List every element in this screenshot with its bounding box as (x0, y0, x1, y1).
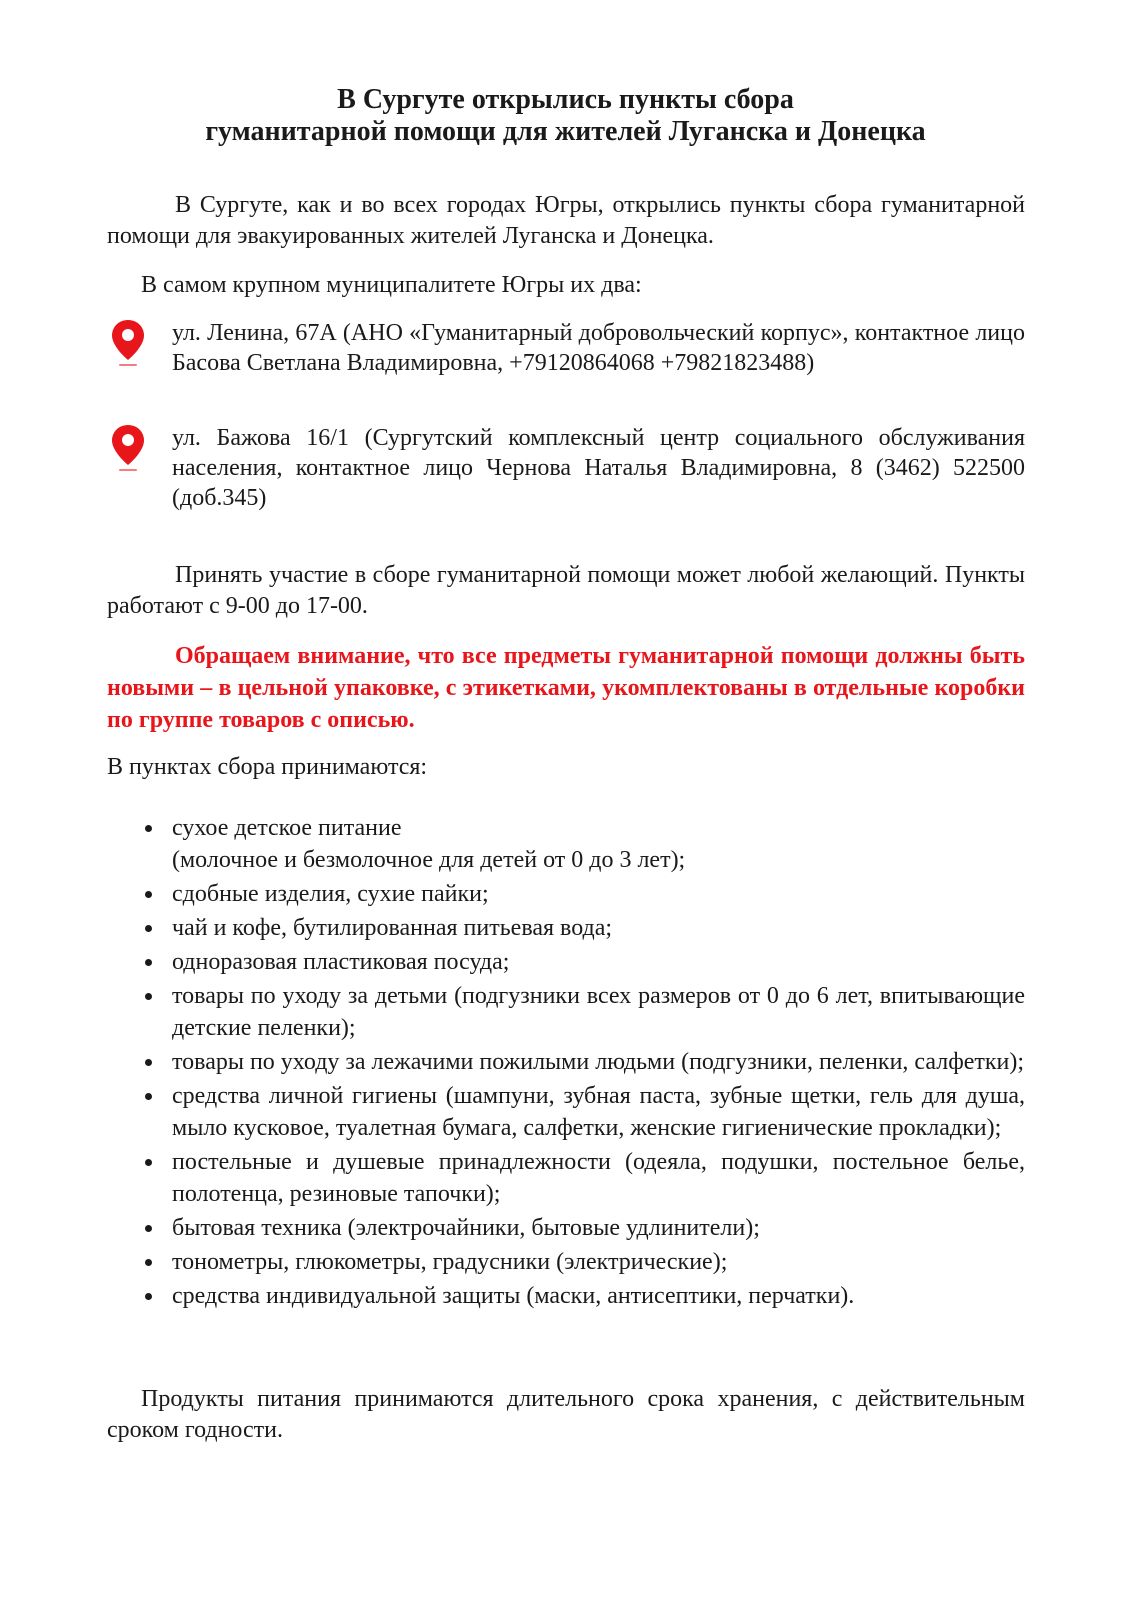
list-item (172, 812, 1025, 876)
location-pin-icon (110, 423, 146, 473)
list-item: постельные и душевые принадлежности (одеяла, подушки, постельное белье, полотенца, резиновые тапочки); (172, 1146, 1025, 1210)
list-item: сдобные изделия, сухие пайки; (172, 878, 1025, 910)
title-line-1: В Сургуте открылись пункты сбора (337, 84, 794, 115)
location-address-1: ул. Ленина, 67А (АНО «Гуманитарный добровольческий корпус», контактное лицо Басова Светлана Владимировна, +79120864068 +79821823488) (172, 320, 1025, 376)
list-item: одноразовая пластиковая посуда; (172, 946, 1025, 978)
list-item: средства личной гигиены (шампуни, зубная паста, зубные щетки, гель для душа, мыло кусковое, туалетная бумага, салфетки, женские гигиенические прокладки); (172, 1080, 1025, 1144)
title-line-2: гуманитарной помощи для жителей Луганска и Донецка (205, 116, 926, 147)
list-item-line-2: (молочное и безмолочное для детей от 0 до 3 лет); (172, 847, 686, 873)
list-item-line-1: сухое детское питание (172, 815, 402, 841)
notice-paragraph: Обращаем внимание, что все предметы гуманитарной помощи должны быть новыми – в цельной упаковке, с этикетками, укомплектованы в отдельные коробки по группе товаров с описью. (107, 643, 1025, 733)
participation-paragraph: Принять участие в сборе гуманитарной помощи может любой желающий. Пункты работают с 9-00 до 17-00. (107, 562, 1025, 619)
list-item: товары по уходу за детьми (подгузники всех размеров от 0 до 6 лет, впитывающие детские пеленки); (172, 980, 1025, 1044)
location-address-2: ул. Бажова 16/1 (Сургутский комплексный центр социального обслуживания населения, контактное лицо Чернова Наталья Владимировна, 8 (3462) 522500 (доб.345) (172, 425, 1025, 511)
list-item: средства индивидуальной защиты (маски, антисептики, перчатки). (172, 1280, 1025, 1312)
list-item: бытовая техника (электрочайники, бытовые удлинители); (172, 1212, 1025, 1244)
list-item: тонометры, глюкометры, градусники (электрические); (172, 1246, 1025, 1278)
intro-paragraph: В Сургуте, как и во всех городах Югры, открылись пункты сбора гуманитарной помощи для эвакуированных жителей Луганска и Донецка. (107, 192, 1025, 249)
page-title (100, 84, 1031, 148)
list-item: товары по уходу за лежачими пожилыми людьми (подгузники, пеленки, салфетки); (172, 1046, 1025, 1078)
list-item: чай и кофе, бутилированная питьевая вода; (172, 912, 1025, 944)
count-paragraph: В самом крупном муниципалитете Югры их два: (141, 272, 642, 298)
accepted-items-list (0, 812, 1131, 1314)
closing-paragraph: Продукты питания принимаются длительного срока хранения, с действительным сроком годности. (107, 1386, 1025, 1443)
accepted-heading: В пунктах сбора принимаются: (107, 754, 428, 780)
location-pin-icon (110, 318, 146, 368)
